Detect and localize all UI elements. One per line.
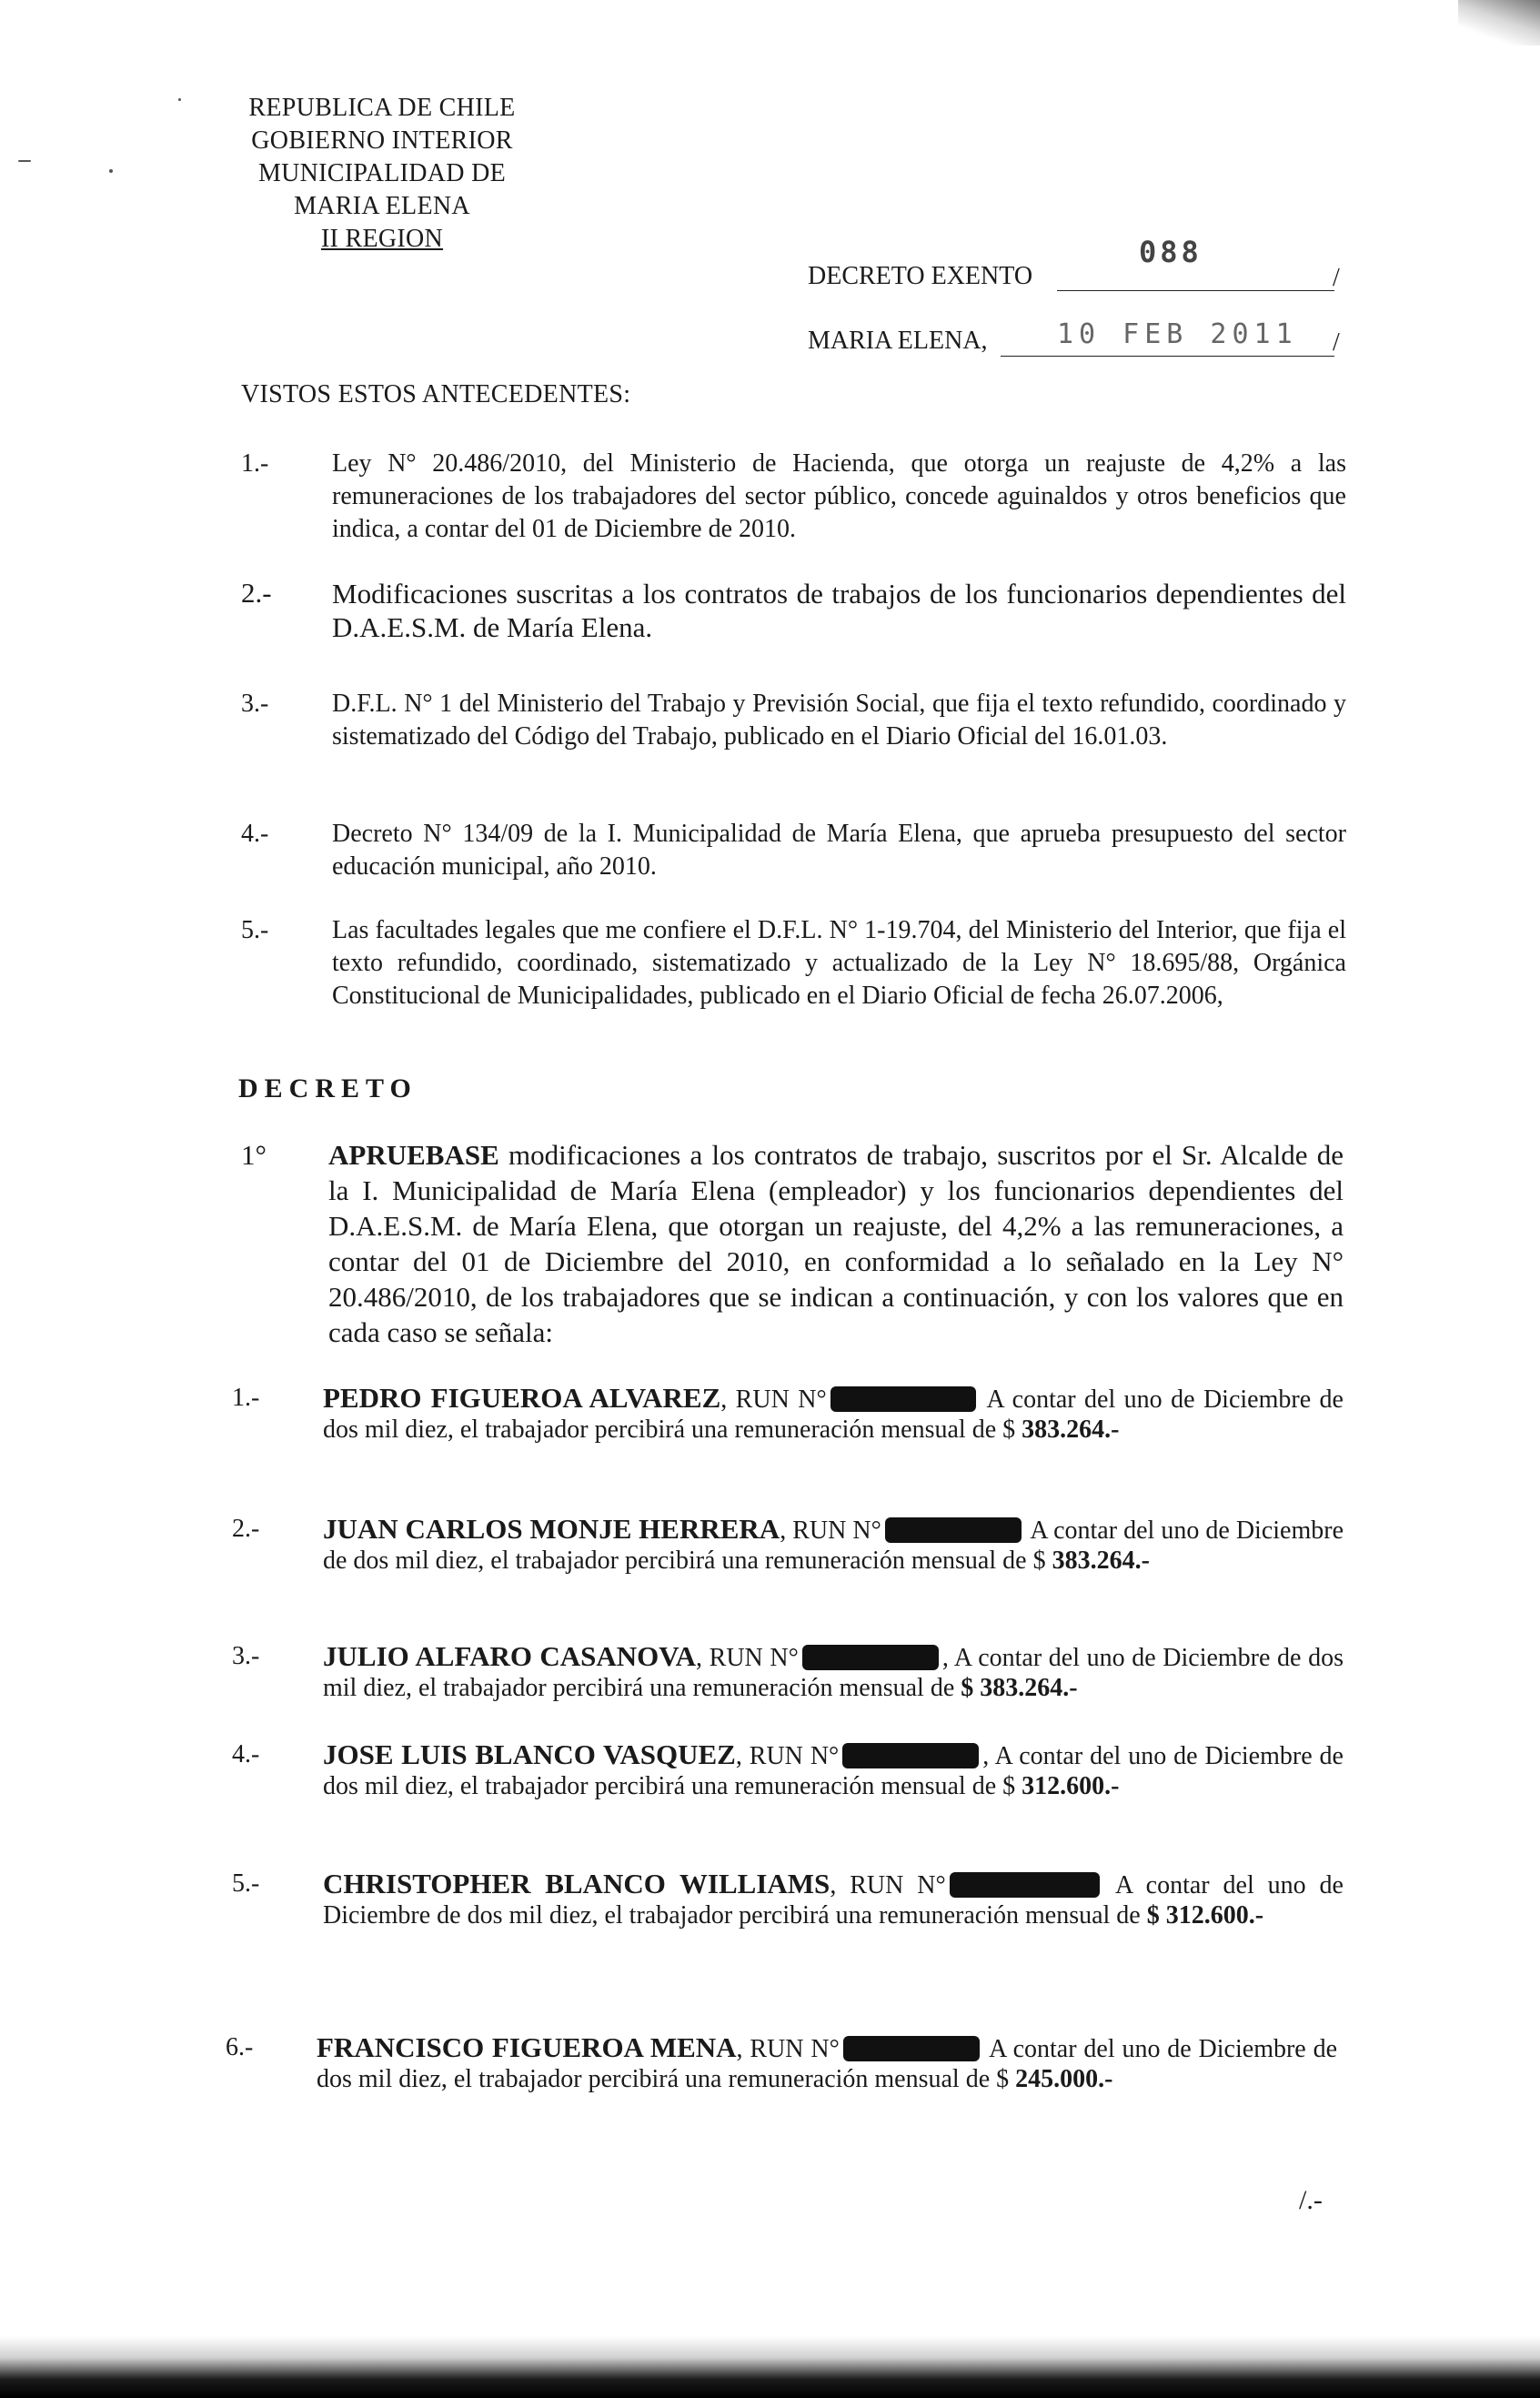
worker-text	[317, 2032, 1337, 2094]
worker-text	[323, 1869, 1344, 1930]
worker-run-label: , RUN N°	[735, 1742, 840, 1770]
main-clause-body: modificaciones a los contratos de trabajo, suscritos por el Sr. Alcalde de la I. Municipalidad de María Elena (empleador) y los funcionarios dependientes del D.A.E.S.M. de María Elena, que otorgan un reajuste, del 4,2% a las remuneraciones, a contar del 01 de Diciembre del 2010, en conformidad a lo señalado en la Ley N° 20.486/2010, de los trabajadores que se indican a continuación, y con los valores que en cada caso se señala:	[328, 1139, 1344, 1348]
worker-body: A contar del uno de Diciembre de dos mil diez, el trabajador percibirá una remuneración mensual de $	[323, 1385, 1344, 1444]
redaction-bar	[885, 1517, 1022, 1543]
vistos-item-text: Decreto N° 134/09 de la I. Municipalidad de María Elena, que aprueba presupuesto del sector educación municipal, año 2010.	[332, 820, 1346, 881]
vistos-item-number: 4.-	[241, 820, 269, 848]
letterhead-line: MARIA ELENA	[294, 192, 470, 220]
worker-run-label: , RUN N°	[720, 1385, 827, 1414]
worker-amount: 312.600.-	[1022, 1772, 1120, 1800]
worker-amount: $ 383.264.-	[961, 1674, 1078, 1702]
worker-name: PEDRO FIGUEROA ALVAREZ	[323, 1382, 721, 1414]
vistos-item-number: 3.-	[241, 690, 269, 718]
worker-name: JULIO ALFARO CASANOVA	[323, 1640, 697, 1672]
vistos-heading: VISTOS ESTOS ANTECEDENTES:	[241, 380, 631, 408]
vistos-item-text: D.F.L. N° 1 del Ministerio del Trabajo y Previsión Social, que fija el texto refundido, coordinado y sistematizado del Código del Trabajo, publicado en el Diario Oficial del 16.01.03.	[332, 690, 1346, 751]
date-line	[1001, 355, 1334, 357]
decreto-heading: DECRETO	[238, 1073, 418, 1103]
letterhead-line: II REGION	[320, 225, 444, 253]
vistos-item-text: Modificaciones suscritas a los contratos de trabajos de los funcionarios dependientes del D.A.E.S.M. de María Elena.	[332, 578, 1346, 643]
decreto-exento-label: DECRETO EXENTO	[808, 262, 1033, 290]
worker-run-label: , RUN N°	[780, 1516, 881, 1545]
scan-speck	[178, 98, 181, 101]
worker-name: JOSE LUIS BLANCO VASQUEZ	[323, 1738, 736, 1770]
worker-amount: 383.264.-	[1022, 1416, 1120, 1444]
letterhead-line: REPUBLICA DE CHILE	[248, 94, 516, 122]
worker-body: A contar del uno de Diciembre de dos mil diez, el trabajador percibirá una remuneración mensual de $	[323, 1516, 1344, 1575]
worker-body: A contar del uno de Diciembre de dos mil diez, el trabajador percibirá una remuneración mensual de $	[317, 2035, 1337, 2093]
main-clause-number: 1°	[241, 1139, 267, 1171]
vistos-item-number: 2.-	[241, 577, 272, 609]
date-stamp: 10 FEB 2011	[1057, 318, 1298, 350]
worker-amount: $ 312.600.-	[1146, 1901, 1264, 1929]
worker-number: 6.-	[226, 2033, 254, 2061]
vistos-item-text: Las facultades legales que me confiere el D.F.L. N° 1-19.704, del Ministerio del Interior, que fija el texto refundido, coordinado, sistematizado y actualizado de la Ley N° 18.695/88, Orgánica Constitucional de Municipalidades, publicado en el Diario Oficial de fecha 26.07.2006,	[332, 916, 1346, 1010]
worker-name: CHRISTOPHER BLANCO WILLIAMS	[323, 1868, 830, 1899]
scan-bottom-edge	[0, 2336, 1540, 2398]
redaction-bar	[802, 1645, 939, 1670]
worker-run-label: , RUN N°	[736, 2035, 840, 2063]
worker-amount: 245.000.-	[1015, 2065, 1113, 2093]
vistos-item-text: Ley N° 20.486/2010, del Ministerio de Hacienda, que otorga un reajuste de 4,2% a las remuneraciones de los trabajadores del sector público, concede aguinaldos y otros beneficios que indica, a contar del 01 de Diciembre de 2010.	[332, 449, 1346, 543]
worker-text	[323, 1739, 1344, 1801]
decreto-exento-slash: /	[1333, 264, 1340, 292]
redaction-bar	[950, 1872, 1100, 1898]
main-clause-text	[328, 1137, 1344, 1350]
scan-speck	[109, 169, 113, 173]
redaction-bar	[830, 1386, 976, 1412]
letterhead-line: GOBIERNO INTERIOR	[251, 126, 513, 155]
redaction-bar	[842, 1743, 979, 1768]
vistos-item-number: 5.-	[241, 916, 269, 944]
vistos-item-number: 1.-	[241, 449, 269, 478]
worker-run-label: , RUN N°	[696, 1644, 799, 1672]
worker-body: A contar del uno de Diciembre de dos mil diez, el trabajador percibirá una remuneración mensual de	[323, 1871, 1344, 1929]
scan-corner-shadow	[1458, 0, 1540, 45]
worker-number: 1.-	[232, 1384, 260, 1412]
worker-name: JUAN CARLOS MONJE HERRERA	[323, 1513, 780, 1545]
date-slash: /	[1333, 328, 1340, 357]
worker-number: 5.-	[232, 1869, 260, 1898]
place-label: MARIA ELENA,	[808, 327, 988, 355]
decreto-number-stamp: 088	[1139, 235, 1203, 269]
decreto-exento-line	[1057, 289, 1334, 291]
worker-number: 2.-	[232, 1515, 260, 1543]
redaction-bar	[843, 2036, 980, 2061]
worker-name: FRANCISCO FIGUEROA MENA	[317, 2031, 737, 2063]
worker-body: , A contar del uno de Diciembre de dos mil diez, el trabajador percibirá una remuneración mensual de $	[323, 1742, 1344, 1800]
letterhead-line: MUNICIPALIDAD DE	[257, 159, 507, 187]
worker-text	[323, 1383, 1344, 1445]
page-continuation-mark: /.-	[1299, 2185, 1323, 2215]
worker-number: 4.-	[232, 1740, 260, 1768]
worker-run-label: , RUN N°	[830, 1871, 946, 1899]
letterhead	[241, 92, 523, 256]
worker-body: , A contar del uno de Diciembre de dos mil diez, el trabajador percibirá una remuneración mensual de	[323, 1644, 1344, 1702]
worker-number: 3.-	[232, 1642, 260, 1670]
worker-text	[323, 1514, 1344, 1576]
worker-amount: 383.264.-	[1052, 1547, 1150, 1575]
worker-text	[323, 1641, 1344, 1703]
scan-speck	[18, 160, 31, 162]
main-clause-lead: APRUEBASE	[328, 1139, 499, 1171]
